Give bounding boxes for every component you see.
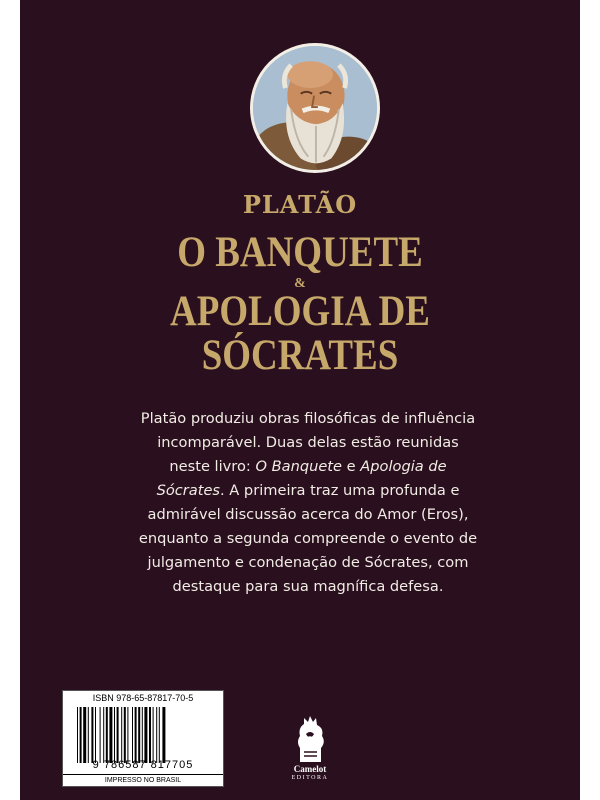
publisher-label: EDITORA [291,775,329,781]
camelot-logo-icon [290,712,330,764]
printed-in-brazil-note: IMPRESSO NO BRASIL [63,774,223,786]
isbn-label: ISBN 978-65-87817-70-5 [92,693,194,703]
barcode-bars [77,707,211,763]
title-ampersand: & [294,276,306,291]
description-text-2: e [342,458,361,475]
plato-portrait [250,43,380,173]
description-italic-title-2: Apologia de Sócrates [156,458,447,499]
description-italic-title-1: O Banquete [255,458,343,475]
barcode-digits: 9 786587 817705 [92,759,194,771]
author-name: PLATÃO [242,190,358,219]
book-description [138,407,478,599]
description-text-3: . A primeira traz uma profunda e admirável discussão acerca do Amor (Eros), enquanto a segunda compreende o evento de julgamento e condenação de Sócrates, com destaque para sua magnífica defesa. [138,482,478,595]
title-line-1: O BANQUETE [177,229,423,276]
description-text-1: Platão produziu obras filosóficas de influência incomparável. Duas delas estão reunidas neste livro: [140,410,476,475]
publisher-name: Camelot [293,764,327,774]
book-back-cover [20,0,580,800]
isbn-barcode [62,690,224,787]
plato-portrait-image [253,46,377,170]
title-line-3: SÓCRATES [201,332,399,379]
title-line-2: APOLOGIA DE [170,288,430,335]
